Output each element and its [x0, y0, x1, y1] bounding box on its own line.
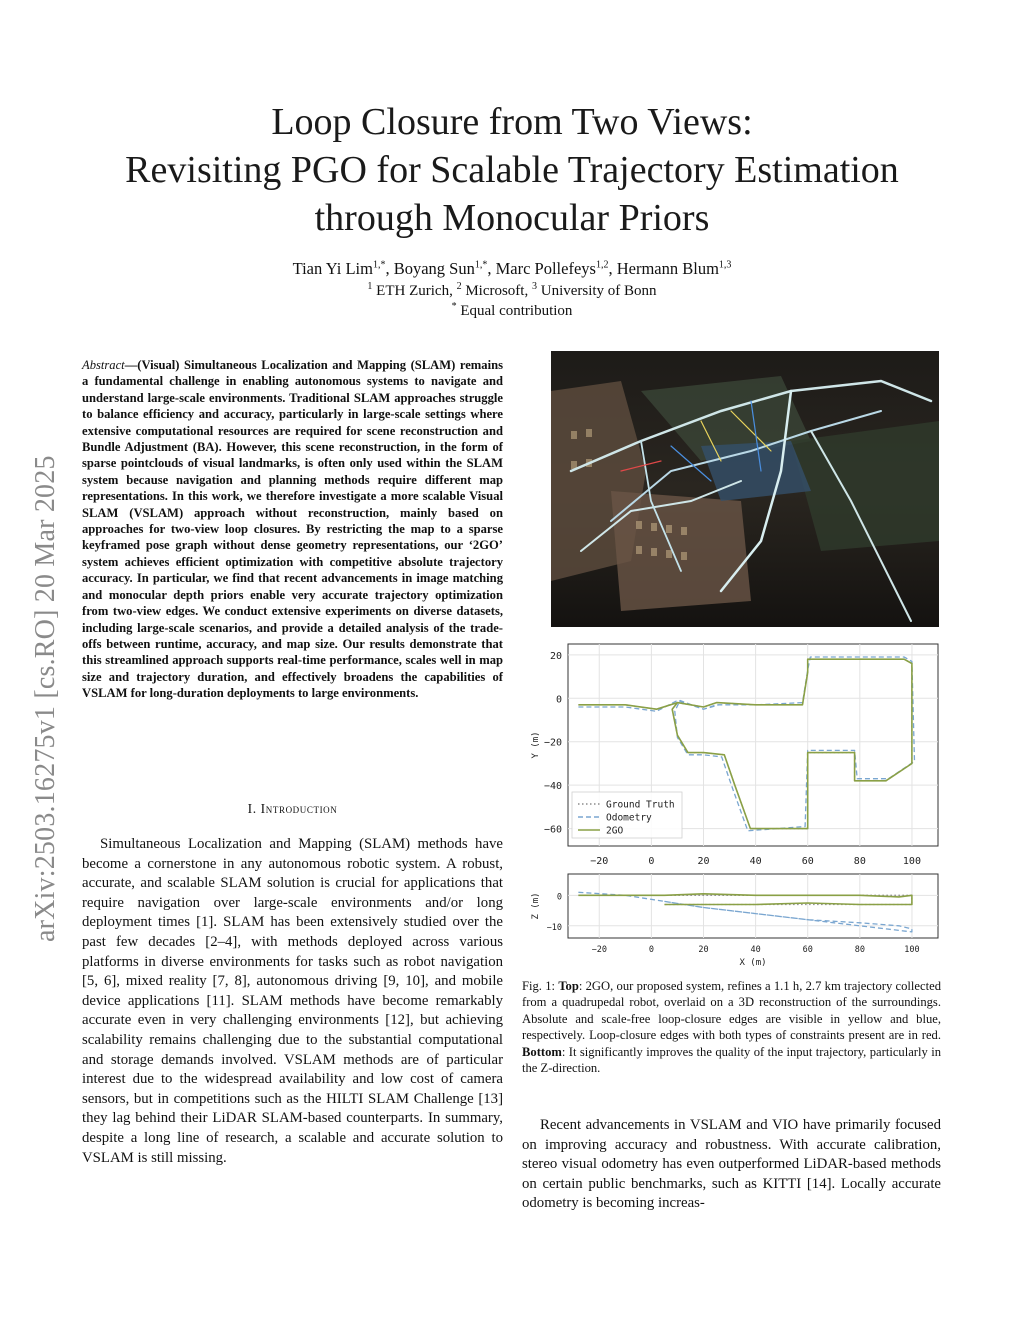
equal-contribution-note — [60, 303, 964, 320]
trajectory-xy-plot — [518, 640, 948, 868]
equal-text: Equal contribution — [460, 303, 573, 319]
y-tick-label: 20 — [549, 650, 562, 662]
fig-label: Fig. 1: — [522, 979, 556, 993]
reconstruction-image — [551, 351, 939, 627]
x-axis-label: X (m) — [739, 958, 767, 968]
y-tick-label: −20 — [543, 737, 562, 749]
x-tick-label: 40 — [749, 856, 762, 867]
paper-title — [60, 98, 964, 242]
xz-plot-svg — [518, 868, 948, 970]
x-tick-label: 60 — [802, 945, 813, 955]
reconstruction-illustration — [551, 351, 939, 627]
author-list: Tian Yi Lim$^{1,*}$, Boyang Sun$^{1,*}$, Marc Pollefeys$^{1,2}$, Hermann Blum$^{1,3}$ — [292, 259, 732, 278]
y-axis-label: Z (m) — [531, 892, 541, 920]
affil-name: ETH Zurich — [376, 283, 450, 299]
introduction-body — [82, 835, 503, 1168]
x-tick-label: −20 — [591, 945, 607, 955]
section-title: Introduction — [260, 801, 338, 816]
section-heading — [82, 801, 503, 817]
affiliations: $^1$ ETH Zurich, $^2$ Microsoft, $^3$ University of Bonn — [367, 281, 657, 299]
x-tick-label: 0 — [648, 856, 655, 867]
affil-sup: 3 — [531, 281, 537, 292]
author-name: Marc Pollefeys — [495, 259, 596, 278]
trajectory-xz-plot — [518, 868, 948, 970]
abstract-text: —(Visual) Simultaneous Localization and Mapping (SLAM) remains a fundamental challenge in enabling autonomous systems to navigate and understand large-scale environments. Traditional SLAM approaches struggle to balance efficiency and accuracy, particularly in large-scale settings where extensive computational resources are required for scene reconstruction and Bundle Adjustment (BA). However, this scene reconstruction, in the form of sparse pointclouds of visual landmarks, is often only used within the SLAM system because navigation and planning methods require different map representations. In this work, we therefore investigate a more scalable Visual SLAM (VSLAM) approach without reconstruction, mainly based on approaches for two-view loop closures. By restricting the map to a sparse keyframed pose graph without dense geometry representations, our ‘2GO’ system achieves efficient optimization with competitive absolute trajectory accuracy. In particular, we find that recent advancements in image matching and monocular depth priors enable very accurate trajectory optimization from two-view edges. We conduct extensive experiments on diverse datasets, including large-scale scenarios, and provide a detailed analysis of the trade-offs between runtime, accuracy, and map size. Our results demonstrate that this streamlined approach supports real-time performance, scales well in map size and trajectory duration, and effectively broadens the capabilities of VSLAM for long-duration deployments to large environments. — [82, 358, 503, 701]
author-sup: 1,2 — [595, 259, 609, 271]
author-name: Hermann Blum — [616, 259, 719, 278]
affil-sup: 1 — [367, 281, 373, 292]
legend-label: Ground Truth — [606, 799, 675, 811]
abstract-label: Abstract — [82, 358, 125, 372]
author-sup: 1,* — [474, 259, 488, 271]
y-tick-label: 0 — [555, 694, 562, 706]
x-tick-label: 100 — [904, 945, 920, 955]
y-axis-label: Y (m) — [531, 731, 541, 759]
abstract — [82, 357, 503, 702]
caption-top-label: Top — [558, 979, 579, 993]
arxiv-identifier: arXiv:2503.16275v1 [cs.RO] 20 Mar 2025 — [30, 455, 61, 942]
caption-top-text: : 2GO, our proposed system, refines a 1.1 h, 2.7 km trajectory collected from a quadrupedal robot, overlaid on a 3D reconstruction of the surroundings. Absolute and scale-free loop-closure edges are visible in yellow and blue, respectively. Loop-closure edges with both types of constraints present are in red. — [522, 979, 941, 1043]
title-line: through Monocular Priors — [314, 197, 710, 239]
intro-paragraph: Simultaneous Localization and Mapping (SLAM) methods have become a cornerstone in any autonomous robotic system. A robust, accurate, and scalable SLAM solution is crucial for applications that require navigation over large-scale environments and/or long deployment times [1]. SLAM has been extensively studied over the past few decades [2–4], with methods deployed across various platforms in diverse environments for tasks such as robot navigation [5, 6], mixed reality [7, 8], autonomous driving [9, 10], and mobile device applications [11]. SLAM methods have become remarkably accurate even in very challenging environments [12], but achieving scalability remains challenging due to the substantial computational and storage demands involved. VSLAM methods are of particular interest due to the widespread availability and low cost of camera sensors, but in competitions such as the HILTI SLAM Challenge [13] they lag behind their LiDAR SLAM-based counterparts. In summary, despite a long line of research, a scalable and accurate solution to VSLAM is still missing. — [82, 836, 503, 1166]
x-tick-label: 80 — [854, 945, 865, 955]
caption-bottom-label: Bottom — [522, 1044, 562, 1059]
author-sup: 1,3 — [718, 259, 732, 271]
xy-plot-svg — [518, 640, 948, 868]
author-name: Tian Yi Lim — [292, 259, 373, 278]
figure-caption — [522, 978, 941, 1076]
author-name: Boyang Sun — [393, 259, 475, 278]
building-front — [611, 491, 751, 611]
affil-name: University of Bonn — [540, 283, 657, 299]
y-tick-label: −40 — [543, 781, 562, 793]
y-tick-label: −10 — [546, 922, 562, 933]
x-tick-label: 20 — [698, 945, 709, 955]
title-line: Loop Closure from Two Views: — [271, 101, 753, 143]
y-tick-label: −60 — [543, 824, 562, 836]
x-tick-label: 60 — [801, 856, 814, 867]
equal-sup: * — [451, 301, 457, 312]
section-number: I. — [247, 801, 257, 816]
affil-sup: 2 — [456, 281, 462, 292]
caption-bottom-text: : It significantly improves the quality of the input trajectory, particularly in the Z-direction. — [522, 1044, 941, 1076]
title-line: Revisiting PGO for Scalable Trajectory Estimation — [125, 149, 899, 191]
right-paragraph: Recent advancements in VSLAM and VIO have primarily focused on improving accuracy and robustness. With accurate calibration, stereo visual odometry has even outperformed LiDAR-based methods on certain public benchmarks, such as KITTI [14]. Locally accurate odometry is becoming increas- — [522, 1117, 941, 1212]
x-tick-label: 80 — [853, 856, 866, 867]
author-sup: 1,* — [372, 259, 386, 271]
legend-label: Odometry — [606, 812, 652, 824]
x-tick-label: 20 — [697, 856, 710, 867]
x-tick-label: 100 — [902, 856, 921, 867]
y-tick-label: 0 — [556, 892, 562, 903]
right-column-body — [522, 1116, 941, 1214]
x-tick-label: −20 — [590, 856, 609, 867]
affil-name: Microsoft — [465, 283, 525, 299]
legend-label: 2GO — [606, 825, 624, 837]
x-tick-label: 0 — [648, 945, 654, 955]
x-tick-label: 40 — [750, 945, 761, 955]
